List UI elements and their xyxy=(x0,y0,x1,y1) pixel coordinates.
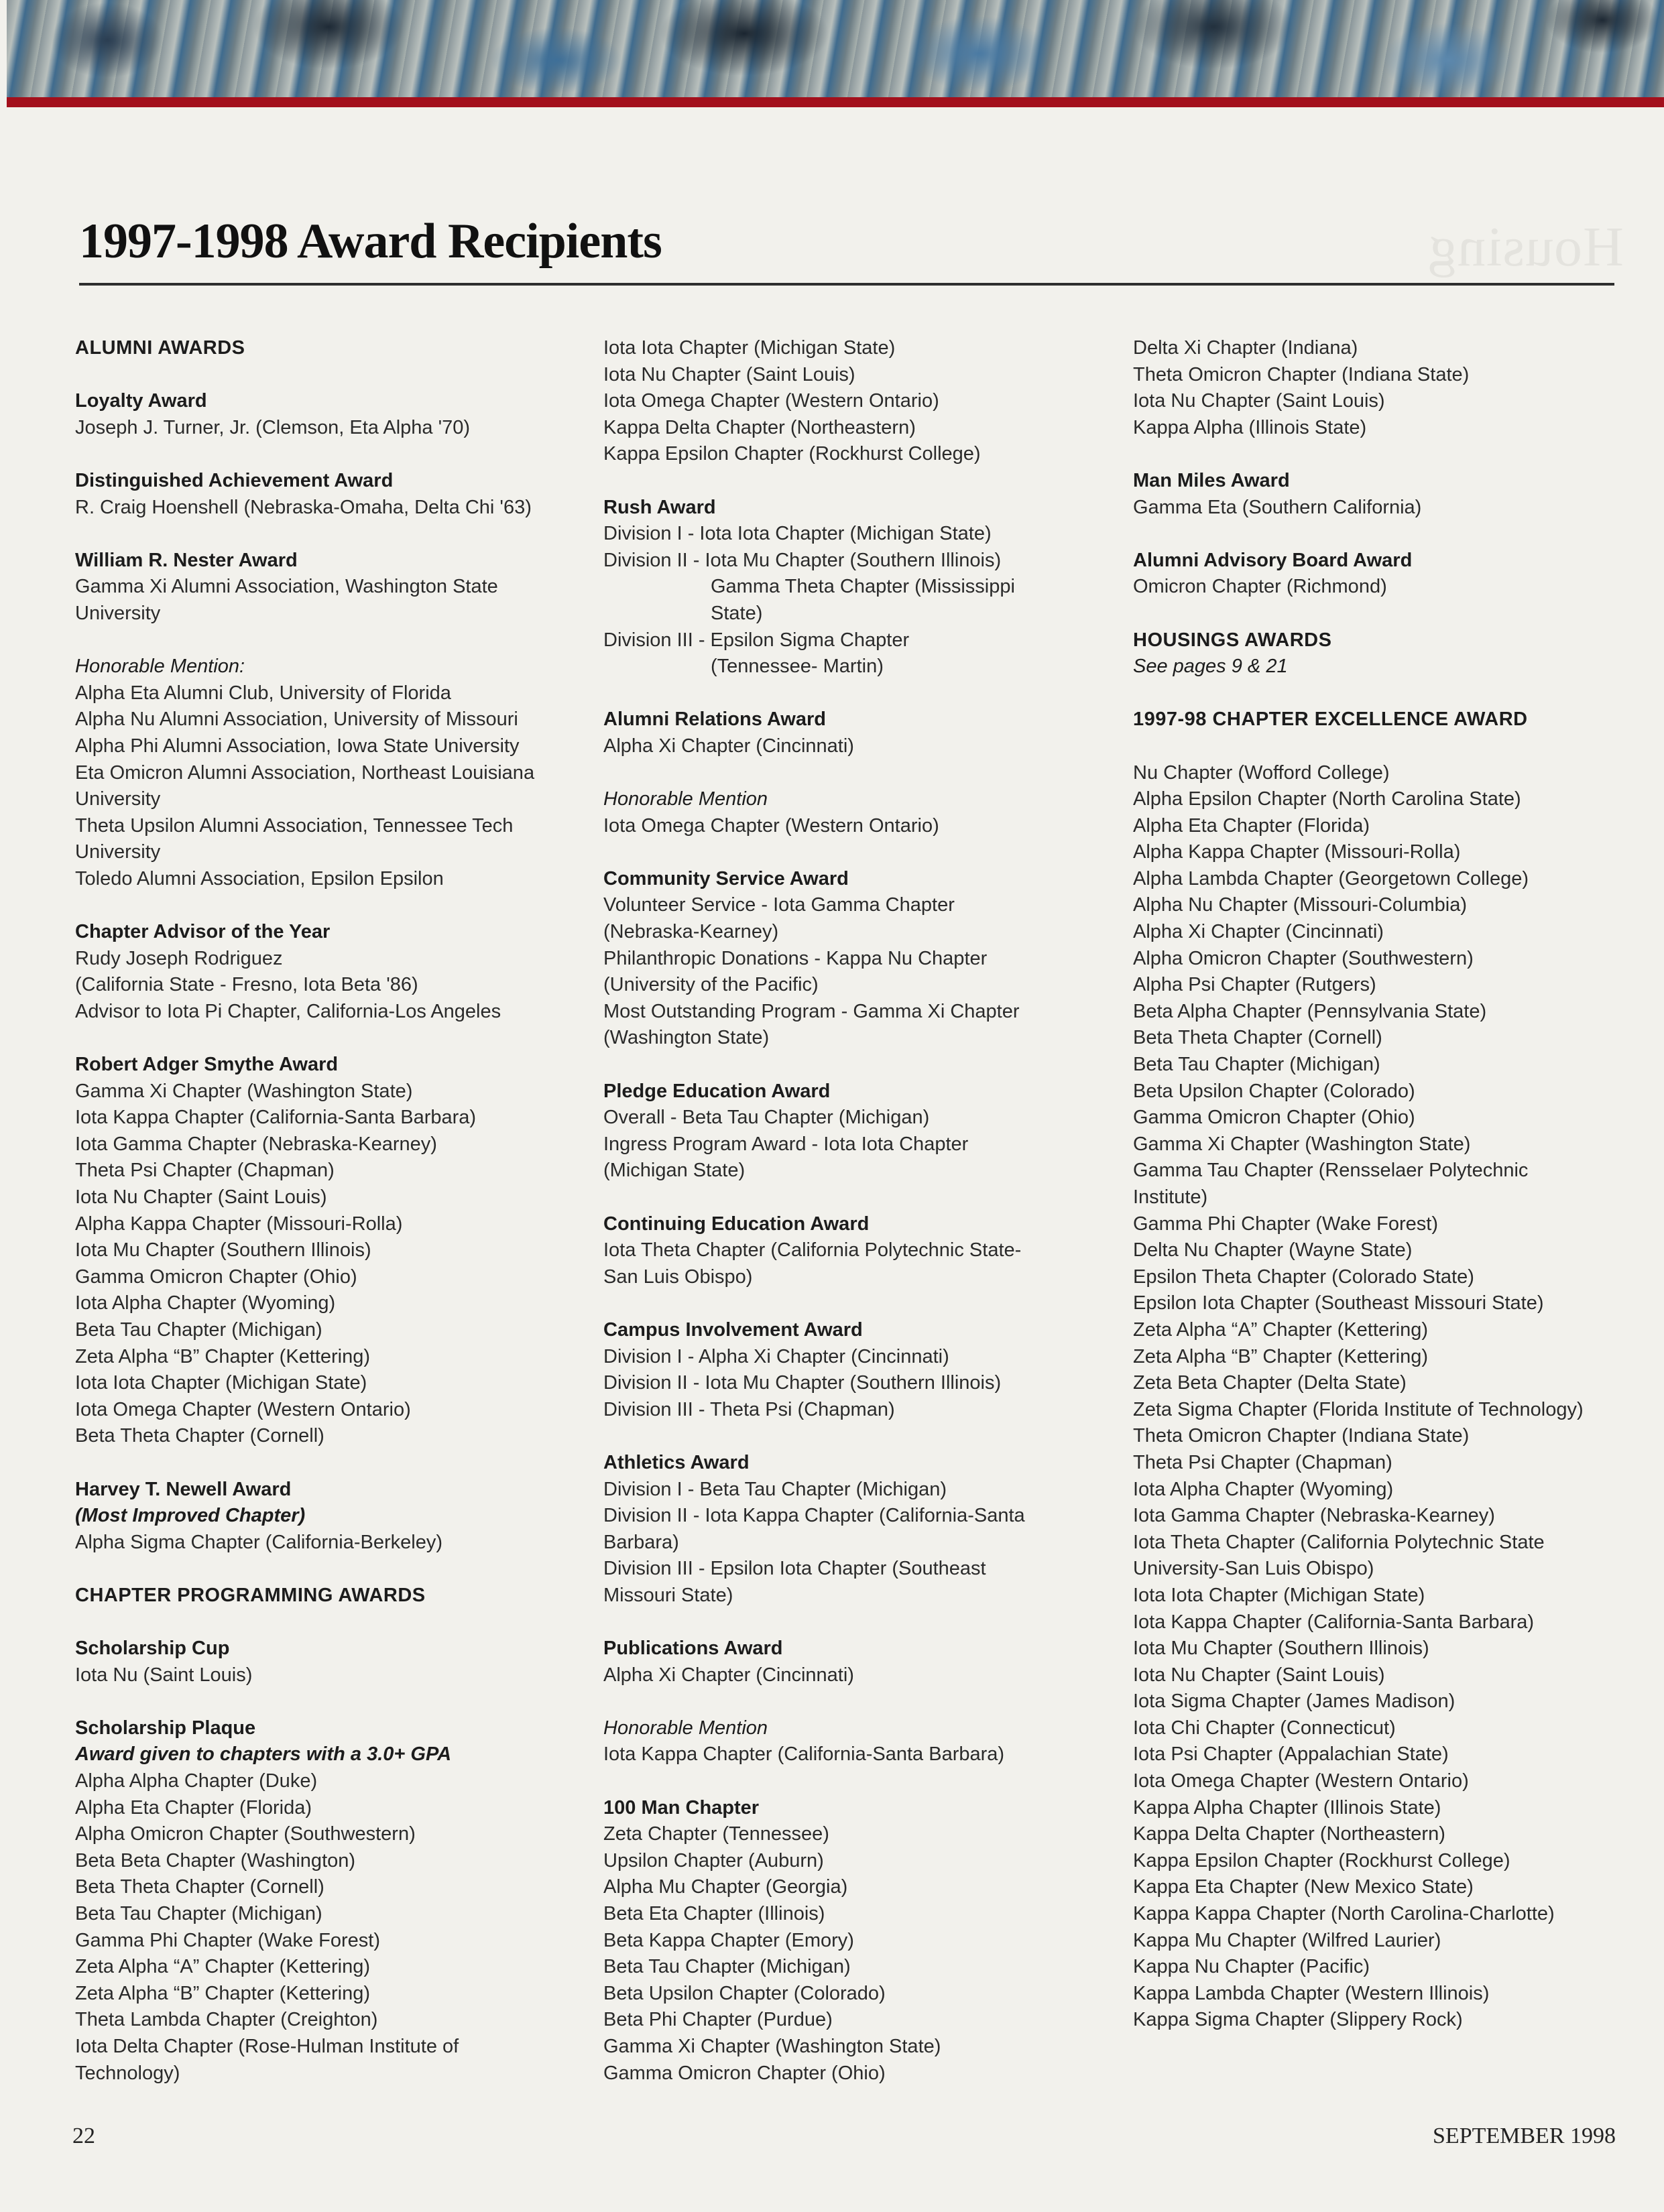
recipient: Kappa Kappa Chapter (North Carolina-Charlotte) xyxy=(1133,1903,1555,1925)
recipient: Kappa Delta Chapter (Northeastern) xyxy=(603,416,916,438)
recipient: Alpha Eta Chapter (Florida) xyxy=(1133,814,1370,837)
recipient: Iota Kappa Chapter (California-Santa Barbara) xyxy=(1133,1611,1535,1633)
honorable-mention-publications xyxy=(603,1715,1113,1768)
recipient: Kappa Delta Chapter (Northeastern) xyxy=(1133,1823,1445,1845)
award-scholarship-plaque xyxy=(75,1715,585,2087)
recipient: Alpha Alpha Chapter (Duke) xyxy=(75,1770,318,1792)
header-red-stripe xyxy=(7,97,1664,107)
recipient: Alpha Epsilon Chapter (North Carolina State) xyxy=(1133,788,1521,810)
recipient: Alpha Kappa Chapter (Missouri-Rolla) xyxy=(1133,841,1461,863)
award-title: Pledge Education Award xyxy=(603,1080,831,1102)
award-title: Continuing Education Award xyxy=(603,1213,870,1235)
award-man-miles xyxy=(1133,468,1643,521)
recipient: Beta Theta Chapter (Cornell) xyxy=(75,1425,324,1447)
award-smythe xyxy=(75,1052,585,1450)
recipient: Theta Psi Chapter (Chapman) xyxy=(1133,1451,1392,1473)
scholarship-plaque-continued xyxy=(603,335,1113,468)
recipient: (Nebraska-Kearney) xyxy=(603,921,779,943)
recipient: Toledo Alumni Association, Epsilon Epsilon xyxy=(75,867,444,889)
show-through-text: Housing xyxy=(1428,216,1624,278)
recipient: Eta Omicron Alumni Association, Northeast Louisiana xyxy=(75,761,535,784)
honorable-mention-label: Honorable Mention xyxy=(603,788,768,810)
award-rush xyxy=(603,495,1113,680)
award-loyalty xyxy=(75,388,585,441)
recipient: Philanthropic Donations - Kappa Nu Chapter xyxy=(603,947,988,969)
recipient: Iota Theta Chapter (California Polytechnic State- xyxy=(603,1239,1022,1262)
award-title: Man Miles Award xyxy=(1133,469,1290,491)
recipient: Iota Nu (Saint Louis) xyxy=(75,1664,253,1686)
chapter-excellence-list xyxy=(1133,760,1643,2034)
recipient: Omicron Chapter (Richmond) xyxy=(1133,576,1387,598)
recipient: Division II - Iota Mu Chapter (Southern Illinois) xyxy=(603,549,1002,571)
award-title: Chapter Advisor of the Year xyxy=(75,921,331,943)
recipient: Division I - Iota Iota Chapter (Michigan State) xyxy=(603,523,992,545)
recipient: Alpha Xi Chapter (Cincinnati) xyxy=(603,1664,854,1686)
recipient: Division II - Iota Mu Chapter (Southern Illinois) xyxy=(603,1372,1002,1394)
recipient: San Luis Obispo) xyxy=(603,1266,753,1288)
recipient: Missouri State) xyxy=(603,1584,733,1606)
recipient: Nu Chapter (Wofford College) xyxy=(1133,761,1390,784)
recipient: Delta Xi Chapter (Indiana) xyxy=(1133,337,1358,359)
award-title: Distinguished Achievement Award xyxy=(75,469,394,491)
recipient: Iota Nu Chapter (Saint Louis) xyxy=(603,363,855,385)
recipient: Upsilon Chapter (Auburn) xyxy=(603,1849,824,1871)
recipient: Iota Nu Chapter (Saint Louis) xyxy=(75,1186,327,1208)
award-title: Community Service Award xyxy=(603,867,849,889)
recipient: Iota Alpha Chapter (Wyoming) xyxy=(1133,1478,1394,1500)
recipient: Gamma Omicron Chapter (Ohio) xyxy=(603,2062,886,2084)
award-distinguished-achievement xyxy=(75,468,585,521)
recipient: Zeta Alpha “B” Chapter (Kettering) xyxy=(1133,1345,1429,1367)
award-title: Campus Involvement Award xyxy=(603,1318,863,1341)
recipient: Zeta Alpha “A” Chapter (Kettering) xyxy=(1133,1318,1429,1341)
recipient: Kappa Alpha (Illinois State) xyxy=(1133,416,1367,438)
award-athletics xyxy=(603,1450,1113,1609)
recipient: Kappa Mu Chapter (Wilfred Laurier) xyxy=(1133,1929,1441,1951)
recipient: Theta Omicron Chapter (Indiana State) xyxy=(1133,363,1470,385)
award-publications xyxy=(603,1636,1113,1688)
recipient: (Michigan State) xyxy=(603,1160,746,1182)
recipient: Iota Kappa Chapter (California-Santa Barbara) xyxy=(603,1743,1005,1766)
recipient: Alpha Psi Chapter (Rutgers) xyxy=(1133,974,1376,996)
page-number: 22 xyxy=(72,2124,95,2148)
recipient: Alpha Eta Alumni Club, University of Florida xyxy=(75,682,451,704)
recipient: Theta Psi Chapter (Chapman) xyxy=(75,1160,335,1182)
award-title: Scholarship Plaque xyxy=(75,1717,256,1739)
recipient: Beta Tau Chapter (Michigan) xyxy=(75,1318,322,1341)
recipient: Overall - Beta Tau Chapter (Michigan) xyxy=(603,1107,930,1129)
honorable-mention-alumni-relations xyxy=(603,786,1113,839)
award-title: Athletics Award xyxy=(603,1451,750,1473)
recipient: Theta Omicron Chapter (Indiana State) xyxy=(1133,1425,1470,1447)
recipient: Gamma Xi Chapter (Washington State) xyxy=(75,1080,413,1102)
recipient: Kappa Epsilon Chapter (Rockhurst College) xyxy=(1133,1849,1510,1871)
recipient: Iota Mu Chapter (Southern Illinois) xyxy=(75,1239,371,1262)
recipient: University xyxy=(75,602,161,624)
recipient: Zeta Sigma Chapter (Florida Institute of Technology) xyxy=(1133,1398,1584,1420)
recipient: (University of the Pacific) xyxy=(603,974,819,996)
recipient: (California State - Fresno, Iota Beta '86) xyxy=(75,974,418,996)
recipient: Advisor to Iota Pi Chapter, California-Los Angeles xyxy=(75,1000,501,1022)
recipient: University xyxy=(75,841,161,863)
100-man-chapter-continued xyxy=(1133,335,1643,441)
recipient: Epsilon Theta Chapter (Colorado State) xyxy=(1133,1266,1474,1288)
recipient: Division III - Theta Psi (Chapman) xyxy=(603,1398,895,1420)
recipient: Kappa Alpha Chapter (Illinois State) xyxy=(1133,1796,1441,1819)
award-title: Loyalty Award xyxy=(75,390,207,412)
column-3 xyxy=(1133,335,1643,2061)
award-campus-involvement xyxy=(603,1317,1113,1423)
recipient: Gamma Tau Chapter (Rensselaer Polytechnic xyxy=(1133,1160,1529,1182)
recipient: Kappa Epsilon Chapter (Rockhurst College) xyxy=(603,443,981,465)
recipient: Gamma Xi Alumni Association, Washington State xyxy=(75,576,498,598)
recipient: Kappa Sigma Chapter (Slippery Rock) xyxy=(1133,2009,1463,2031)
recipient: Alpha Omicron Chapter (Southwestern) xyxy=(1133,947,1474,969)
recipient: Beta Upsilon Chapter (Colorado) xyxy=(603,1982,886,2004)
recipient: Alpha Eta Chapter (Florida) xyxy=(75,1796,312,1819)
section-heading-chapter-excellence: 1997-98 CHAPTER EXCELLENCE AWARD xyxy=(1133,709,1528,731)
award-scholarship-cup xyxy=(75,1636,585,1688)
section-heading-chapter-programming: CHAPTER PROGRAMMING AWARDS xyxy=(75,1584,426,1606)
issue-date: SEPTEMBER 1998 xyxy=(1433,2124,1616,2148)
recipient: Kappa Eta Chapter (New Mexico State) xyxy=(1133,1876,1474,1898)
award-title: Alumni Relations Award xyxy=(603,709,826,731)
recipient: Iota Omega Chapter (Western Ontario) xyxy=(603,814,939,837)
recipient: State) xyxy=(711,602,763,624)
recipient: (Washington State) xyxy=(603,1027,770,1049)
recipient: Volunteer Service - Iota Gamma Chapter xyxy=(603,894,955,916)
recipient: Division III - Epsilon Iota Chapter (Southeast xyxy=(603,1558,986,1580)
recipient: Institute) xyxy=(1133,1186,1208,1208)
recipient: Theta Lambda Chapter (Creighton) xyxy=(75,2009,378,2031)
recipient: R. Craig Hoenshell (Nebraska-Omaha, Delta Chi '63) xyxy=(75,496,532,518)
page-reference: See pages 9 & 21 xyxy=(1133,656,1288,678)
award-pledge-education xyxy=(603,1079,1113,1184)
recipient: Epsilon Iota Chapter (Southeast Missouri State) xyxy=(1133,1292,1544,1314)
award-community-service xyxy=(603,866,1113,1052)
recipient: Beta Eta Chapter (Illinois) xyxy=(603,1903,825,1925)
recipient: Iota Kappa Chapter (California-Santa Barbara) xyxy=(75,1107,477,1129)
recipient: Alpha Kappa Chapter (Missouri-Rolla) xyxy=(75,1213,403,1235)
recipient: Alpha Xi Chapter (Cincinnati) xyxy=(603,735,854,757)
recipient: Gamma Xi Chapter (Washington State) xyxy=(1133,1133,1471,1155)
recipient: Joseph J. Turner, Jr. (Clemson, Eta Alpha '70) xyxy=(75,416,471,438)
award-alumni-relations xyxy=(603,706,1113,759)
award-chapter-advisor xyxy=(75,919,585,1025)
recipient: Iota Mu Chapter (Southern Illinois) xyxy=(1133,1638,1429,1660)
column-2 xyxy=(603,335,1113,2113)
award-nester xyxy=(75,548,585,627)
recipient: Iota Sigma Chapter (James Madison) xyxy=(1133,1691,1455,1713)
award-subtitle: Award given to chapters with a 3.0+ GPA xyxy=(75,1743,452,1766)
recipient: Iota Chi Chapter (Connecticut) xyxy=(1133,1717,1396,1739)
recipient: Beta Theta Chapter (Cornell) xyxy=(1133,1027,1382,1049)
column-1 xyxy=(75,335,585,2113)
recipient: Iota Gamma Chapter (Nebraska-Kearney) xyxy=(75,1133,437,1155)
page-title: 1997-1998 Award Recipients xyxy=(79,214,662,269)
recipient: Division III - Epsilon Sigma Chapter xyxy=(603,629,910,651)
title-divider xyxy=(79,283,1614,286)
recipient: Iota Iota Chapter (Michigan State) xyxy=(603,337,896,359)
recipient: Kappa Nu Chapter (Pacific) xyxy=(1133,1956,1370,1978)
recipient: Beta Theta Chapter (Cornell) xyxy=(75,1876,324,1898)
award-title: Rush Award xyxy=(603,496,716,518)
recipient: Technology) xyxy=(75,2062,180,2084)
award-title: Alumni Advisory Board Award xyxy=(1133,549,1413,571)
recipient: Barbara) xyxy=(603,1531,679,1553)
award-title: Scholarship Cup xyxy=(75,1638,230,1660)
recipient: Gamma Eta (Southern California) xyxy=(1133,496,1422,518)
recipient: Most Outstanding Program - Gamma Xi Chapter xyxy=(603,1000,1020,1022)
recipient: Gamma Phi Chapter (Wake Forest) xyxy=(1133,1213,1438,1235)
award-subtitle: (Most Improved Chapter) xyxy=(75,1505,306,1527)
recipient: Gamma Omicron Chapter (Ohio) xyxy=(1133,1107,1415,1129)
recipient: Iota Psi Chapter (Appalachian State) xyxy=(1133,1743,1449,1766)
recipient: Ingress Program Award - Iota Iota Chapter xyxy=(603,1133,969,1155)
recipient: Zeta Beta Chapter (Delta State) xyxy=(1133,1372,1407,1394)
award-title: Robert Adger Smythe Award xyxy=(75,1054,339,1076)
recipient: Iota Nu Chapter (Saint Louis) xyxy=(1133,390,1385,412)
recipient: Alpha Mu Chapter (Georgia) xyxy=(603,1876,848,1898)
recipient: Theta Upsilon Alumni Association, Tennessee Tech xyxy=(75,814,514,837)
recipient: Beta Tau Chapter (Michigan) xyxy=(1133,1054,1380,1076)
recipient: Division I - Alpha Xi Chapter (Cincinnati) xyxy=(603,1345,949,1367)
recipient: Iota Omega Chapter (Western Ontario) xyxy=(1133,1770,1469,1792)
recipient: Delta Nu Chapter (Wayne State) xyxy=(1133,1239,1413,1262)
recipient: Alpha Lambda Chapter (Georgetown College) xyxy=(1133,867,1529,889)
recipient: Zeta Chapter (Tennessee) xyxy=(603,1823,829,1845)
recipient: Iota Theta Chapter (California Polytechnic State xyxy=(1133,1531,1545,1553)
award-title: Publications Award xyxy=(603,1638,783,1660)
header-banner-image xyxy=(7,0,1664,97)
honorable-mention-label: Honorable Mention xyxy=(603,1717,768,1739)
award-title: 100 Man Chapter xyxy=(603,1796,760,1819)
award-alumni-advisory-board xyxy=(1133,548,1643,601)
recipient: Zeta Alpha “B” Chapter (Kettering) xyxy=(75,1345,371,1367)
recipient: Beta Kappa Chapter (Emory) xyxy=(603,1929,854,1951)
recipient: Zeta Alpha “A” Chapter (Kettering) xyxy=(75,1956,371,1978)
recipient: Gamma Omicron Chapter (Ohio) xyxy=(75,1266,357,1288)
award-100-man-chapter xyxy=(603,1795,1113,2087)
recipient: Gamma Phi Chapter (Wake Forest) xyxy=(75,1929,380,1951)
recipient: Beta Alpha Chapter (Pennsylvania State) xyxy=(1133,1000,1487,1022)
award-title: Harvey T. Newell Award xyxy=(75,1478,292,1500)
recipient: Iota Omega Chapter (Western Ontario) xyxy=(603,390,939,412)
section-heading-housing: HOUSINGS AWARDS xyxy=(1133,629,1332,651)
recipient: Alpha Omicron Chapter (Southwestern) xyxy=(75,1823,416,1845)
recipient: Iota Nu Chapter (Saint Louis) xyxy=(1133,1664,1385,1686)
recipient: Beta Tau Chapter (Michigan) xyxy=(75,1903,322,1925)
recipient: University-San Luis Obispo) xyxy=(1133,1558,1374,1580)
recipient: Division I - Beta Tau Chapter (Michigan) xyxy=(603,1478,947,1500)
recipient: Iota Gamma Chapter (Nebraska-Kearney) xyxy=(1133,1505,1495,1527)
recipient: Alpha Nu Chapter (Missouri-Columbia) xyxy=(1133,894,1468,916)
section-heading-alumni-awards: ALUMNI AWARDS xyxy=(75,337,245,359)
recipient: Rudy Joseph Rodriguez xyxy=(75,947,283,969)
recipient: (Tennessee- Martin) xyxy=(711,656,884,678)
recipient: Iota Iota Chapter (Michigan State) xyxy=(75,1372,367,1394)
recipient: Alpha Xi Chapter (Cincinnati) xyxy=(1133,921,1384,943)
recipient: Iota Delta Chapter (Rose-Hulman Institute of xyxy=(75,2036,459,2057)
recipient: Alpha Nu Alumni Association, University of Missouri xyxy=(75,709,518,731)
recipient: Gamma Xi Chapter (Washington State) xyxy=(603,2036,941,2057)
recipient: Beta Beta Chapter (Washington) xyxy=(75,1849,356,1871)
recipient: Beta Tau Chapter (Michigan) xyxy=(603,1956,851,1978)
recipient: Iota Omega Chapter (Western Ontario) xyxy=(75,1398,411,1420)
recipient: Alpha Sigma Chapter (California-Berkeley) xyxy=(75,1531,443,1553)
award-title: William R. Nester Award xyxy=(75,549,298,571)
recipient: Beta Phi Chapter (Purdue) xyxy=(603,2009,833,2031)
recipient: Iota Iota Chapter (Michigan State) xyxy=(1133,1584,1425,1606)
recipient: Zeta Alpha “B” Chapter (Kettering) xyxy=(75,1982,371,2004)
recipient: Division II - Iota Kappa Chapter (California-Santa xyxy=(603,1505,1025,1527)
recipient: Iota Alpha Chapter (Wyoming) xyxy=(75,1292,336,1314)
recipient: Beta Upsilon Chapter (Colorado) xyxy=(1133,1080,1415,1102)
recipient: University xyxy=(75,788,161,810)
recipient: Alpha Phi Alumni Association, Iowa State University xyxy=(75,735,520,757)
recipient: Gamma Theta Chapter (Mississippi xyxy=(711,576,1015,598)
award-continuing-education xyxy=(603,1211,1113,1291)
honorable-mention-nester xyxy=(75,654,585,892)
recipient: Kappa Lambda Chapter (Western Illinois) xyxy=(1133,1982,1490,2004)
award-newell xyxy=(75,1477,585,1556)
honorable-mention-label: Honorable Mention: xyxy=(75,656,245,678)
section-housing-awards xyxy=(1133,627,1643,680)
